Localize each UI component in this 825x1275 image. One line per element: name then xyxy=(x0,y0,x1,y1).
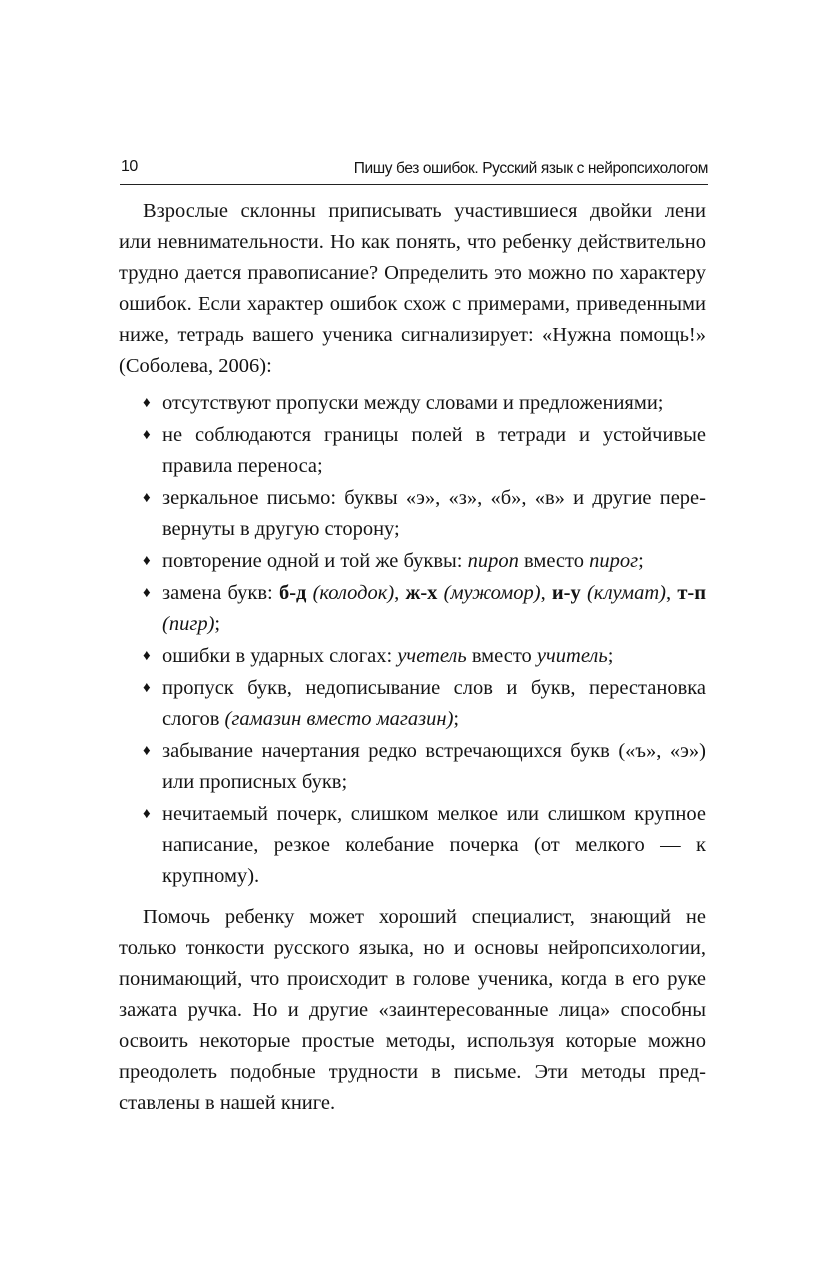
list-item-text xyxy=(162,392,663,414)
list-item xyxy=(119,578,706,640)
text-segment-italic: (пигр) xyxy=(162,613,215,635)
text-segment-normal: , xyxy=(666,582,678,604)
page-header xyxy=(120,156,708,185)
text-segment-normal: ошибки в ударных слогах: xyxy=(162,645,398,667)
page-body xyxy=(119,196,706,1119)
list-item xyxy=(119,673,706,735)
list-item-text xyxy=(162,740,706,793)
text-segment-normal: зеркальное письмо: буквы «э», «з», «б», «в» и другие перевернуты в другую сторону; xyxy=(162,487,706,540)
diamond-bullet-icon: ♦ xyxy=(143,395,151,411)
list-item xyxy=(119,799,706,892)
text-segment-italic: (гамазин вместо магазин) xyxy=(224,708,454,730)
text-segment-normal: замена букв: xyxy=(162,582,279,604)
error-types-list xyxy=(119,388,706,892)
list-item-text xyxy=(162,677,706,730)
text-segment-normal: , xyxy=(394,582,406,604)
text-segment-normal: не соблюдаются границы полей в тетради и устойчивые правила переноса; xyxy=(162,424,706,477)
text-segment-normal: ; xyxy=(453,708,460,730)
text-segment-normal: ; xyxy=(607,645,614,667)
text-segment-normal: , xyxy=(540,582,552,604)
diamond-bullet-icon: ♦ xyxy=(143,427,151,443)
list-item xyxy=(119,388,706,419)
text-segment-italic: учитель xyxy=(536,645,608,667)
list-item xyxy=(119,736,706,798)
diamond-bullet-icon: ♦ xyxy=(143,490,151,506)
text-segment-normal: вместо xyxy=(466,645,537,667)
closing-paragraph: Помочь ребенку может хороший специалист, знающий не только тонкости русского языка, но и основы нейропсихологии, понимающий, что происходит в голове ученика, когда в его руке зажата ручка. Но и другие «заинтересованные лица» способны освоить некоторые простые методы, используя которые можно преодолеть подобные трудности в письме. Эти методы представлены в нашей книге. xyxy=(119,906,706,1114)
list-item-text xyxy=(162,424,706,477)
list-item xyxy=(119,420,706,482)
text-segment-bold: т-п xyxy=(677,582,707,604)
list-item xyxy=(119,546,706,577)
text-segment-italic: учетель xyxy=(397,645,467,667)
list-item-text xyxy=(162,487,706,540)
text-segment-normal: нечитаемый почерк, слишком мелкое или слишком крупное написание, резкое колебание почерка (от мелкого — к крупному). xyxy=(162,803,706,887)
text-segment-bold: и-у xyxy=(551,582,581,604)
text-segment-normal: ; xyxy=(214,613,221,635)
text-segment-normal: ; xyxy=(638,550,644,572)
running-title: Пишу без ошибок. Русский язык с нейропсихологом xyxy=(353,160,708,177)
list-item-text xyxy=(162,803,706,887)
text-segment-normal: вместо xyxy=(518,550,590,572)
text-segment-italic: пиpoп xyxy=(467,550,519,572)
list-item xyxy=(119,483,706,545)
diamond-bullet-icon: ♦ xyxy=(143,585,151,601)
diamond-bullet-icon: ♦ xyxy=(143,806,151,822)
text-segment-italic: (колодок) xyxy=(312,582,395,604)
diamond-bullet-icon: ♦ xyxy=(143,553,151,569)
text-segment-bold: б-д xyxy=(278,582,307,604)
diamond-bullet-icon: ♦ xyxy=(143,680,151,696)
text-segment-normal: забывание начертания редко встречающихся букв («ъ», «э») или прописных букв; xyxy=(162,740,706,793)
text-segment-bold: ж-х xyxy=(405,582,438,604)
list-item xyxy=(119,641,706,672)
diamond-bullet-icon: ♦ xyxy=(143,648,151,664)
text-segment-normal: пропуск букв, недописывание слов и букв, перестановка слогов xyxy=(162,677,706,730)
list-item-text xyxy=(162,582,706,635)
text-segment-italic: (мужомор) xyxy=(443,582,541,604)
text-segment-italic: (клумат) xyxy=(586,582,667,604)
intro-paragraph: Взрослые склонны приписывать участившиеся двойки лени или невнимательности. Но как понять, что ребенку действительно трудно дается правописание? Определить это можно по характеру ошибок. Если характер ошибок схож с примерами, приведенными ниже, тетрадь вашего ученика сигнализирует: «Нужна помощь!» (Соболева, 2006): xyxy=(119,200,706,377)
text-segment-normal: повторение одной и той же буквы: xyxy=(162,550,468,572)
text-segment-italic: пирог xyxy=(589,550,639,572)
text-segment-normal: отсутствуют пропуски между словами и предложениями; xyxy=(162,392,664,414)
list-item-text xyxy=(162,550,644,572)
page-number: 10 xyxy=(121,158,138,175)
diamond-bullet-icon: ♦ xyxy=(143,743,151,759)
list-item-text xyxy=(162,645,613,667)
